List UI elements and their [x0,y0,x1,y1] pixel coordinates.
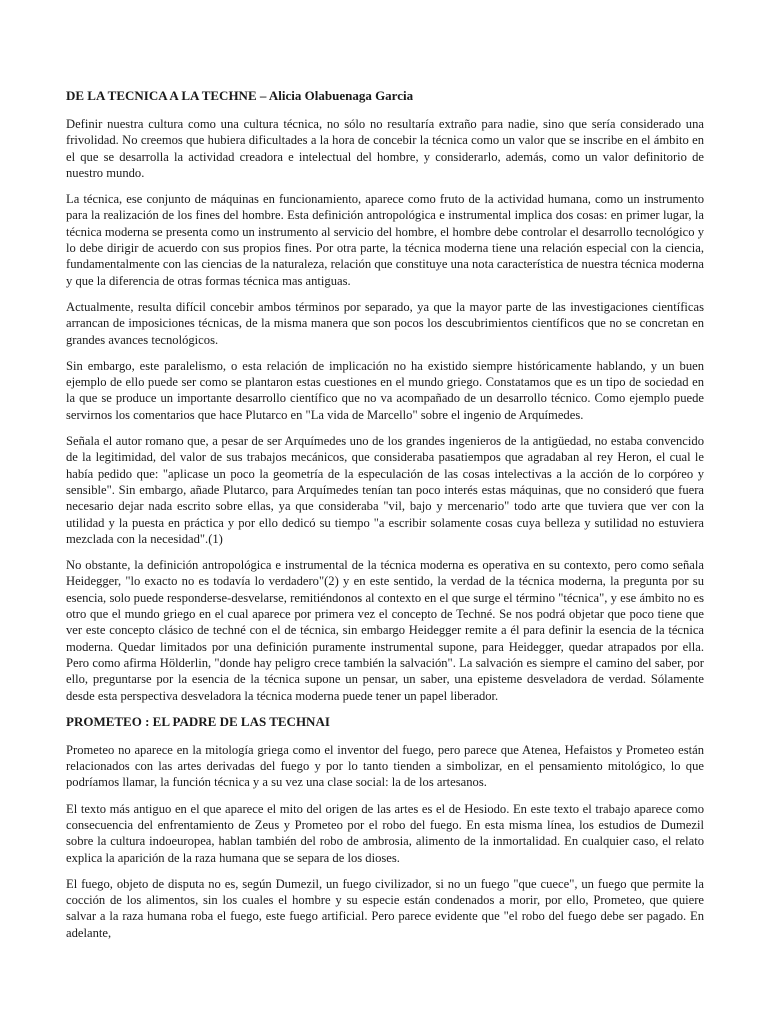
section-paragraph: El fuego, objeto de disputa no es, según Dumezil, un fuego civilizador, si no un fuego "que cuece", un fuego que permite la cocción de los alimentos, sin los cuales el hombre y su especie están condenados a morir, por ello, Prometeo, que quiere salvar a la raza humana roba el fuego, este fuego artificial. Pero parece evidente que "el robo del fuego debe ser pagado. En adelante, [66,876,704,940]
section-paragraph: Prometeo no aparece en la mitología griega como el inventor del fuego, pero parece que Atenea, Hefaistos y Prometeo están relacionados con las artes derivadas del fuego y por lo tanto tienden a simbolizar, en el pensamiento mitológico, lo que podríamos llamar, la función técnica y a su vez una clase social: la de los artesanos. [66,742,704,790]
paragraph: La técnica, ese conjunto de máquinas en funcionamiento, aparece como fruto de la actividad humana, como un instrumento para la realización de los fines del hombre. Esta definición antropológica e instrumental implica dos cosas: en primer lugar, la técnica moderna se presenta como un instrumento al servicio del hombre, el hombre debe controlar el desarrollo tecnológico y lo debe dirigir de acuerdo con sus propios fines. Por otra parte, la técnica moderna tiene una relación especial con la ciencia, fundamentalmente con las ciencias de la naturaleza, relación que constituye una nota característica de nuestra técnica moderna y que la diferencia de otras formas técnica mas antiguas. [66,192,704,288]
paragraph: No obstante, la definición antropológica e instrumental de la técnica moderna es operativa en su contexto, pero como señala Heidegger, "lo exacto no es todavía lo verdadero"(2) y en este sentido, la verdad de la técnica moderna, la pregunta por su esencia, solo puede responderse-desvelarse, remitiéndonos al contexto en el que surge el término "técnica", y ese ámbito no es otro que el mundo griego en el cual aparece por primera vez el concepto de Techné. Se nos podrá objetar que poco tiene que ver este concepto clásico de techné con el de técnica, sin embargo Heidegger remite a él para definir la esencia de la técnica moderna. Quedar limitados por una definición puramente instrumental supone, para Heidegger, quedar atrapados por ella. Pero como afirma Hölderlin, "donde hay peligro crece también la salvación". La salvación es siempre el camino del saber, por ello, preguntarse por la esencia de la técnica supone un pensar, un saber, una episteme desveladora de verdad. Sólamente desde esta perspectiva desveladora la técnica moderna puede tener un papel liberador. [66,558,704,703]
paragraph: Actualmente, resulta difícil concebir ambos términos por separado, ya que la mayor parte de las investigaciones científicas arrancan de imposiciones técnicas, de la misma manera que son pocos los descubrimientos científicos que no se concretan en grandes avances tecnológicos. [66,299,704,347]
section-paragraph: El texto más antiguo en el que aparece el mito del origen de las artes es el de Hesiodo. En este texto el trabajo aparece como consecuencia del enfrentamiento de Zeus y Prometeo por el robo del fuego. En esta misma línea, los estudios de Dumezil sobre la cultura indoeuropea, hablan también del robo de ambrosia, alimento de la inmortalidad. En cualquier caso, el relato explica la aparición de la raza humana que se separa de los dioses. [66,801,704,865]
paragraph: Sin embargo, este paralelismo, o esta relación de implicación no ha existido siempre históricamente hablando, y un buen ejemplo de ello puede ser como se plantaron estas cuestiones en el mundo griego. Constatamos que es un tipo de sociedad en la que se produce un importante desarrollo científico que no va acompañado de un desarrollo técnico. Como ejemplo puede servirnos los comentarios que hace Plutarco en "La vida de Marcello" sobre el ingenio de Arquímedes. [66,358,704,422]
document-title: DE LA TECNICA A LA TECHNE – Alicia Olabuenaga Garcia [66,88,414,103]
section-heading: PROMETEO : EL PADRE DE LAS TECHNAI [66,713,330,729]
paragraph: Señala el autor romano que, a pesar de ser Arquímedes uno de los grandes ingenieros de la antigüedad, no estaba convencido de la legitimidad, del valor de sus trabajos mecánicos, que consideraba pasatiempos que agradaban al rey Heron, el cual le había pedido que: "aplicase un poco la geometría de la especulación de las cosas intelectivas a la acción de lo corpóreo y sensible". Sin embargo, añade Plutarco, para Arquímedes tenían tan poco interés estas máquinas, que no consideró que fuera necesario dejar nada escrito sobre ellas, ya que consideraba "vil, bajo y mercenario" todo arte que tuviera que ver con la utilidad y la puesta en práctica y por ello dedicó su tiempo "a escribir solamente cosas cuya belleza y sutilidad no estuviera mezclada con la necesidad".(1) [66,434,704,546]
document-page [66,88,704,951]
paragraph: Definir nuestra cultura como una cultura técnica, no sólo no resultaría extraño para nadie, sino que sería considerado una frivolidad. No creemos que hubiera dificultades a la hora de concebir la técnica como un valor que se inscribe en el ámbito en el que se desarrolla la actividad creadora e intelectual del hombre, y considerarlo, además, como un valor definitorio de nuestro mundo. [66,117,704,180]
